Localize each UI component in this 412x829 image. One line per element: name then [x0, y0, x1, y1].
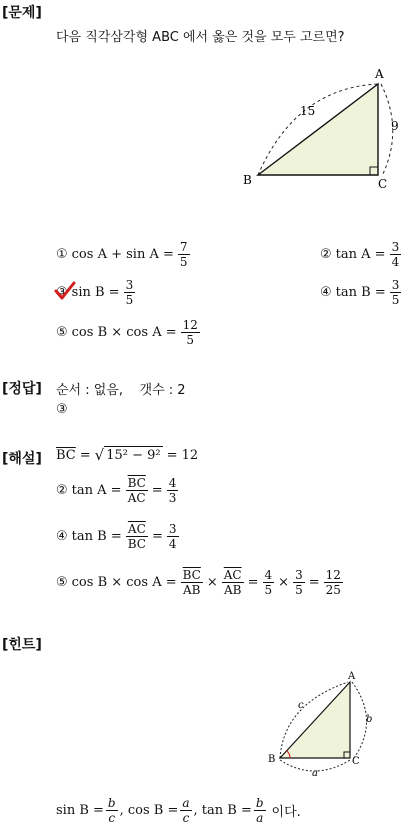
explain-4-fraction-2 — [222, 568, 244, 597]
option-3-fraction — [124, 278, 136, 307]
option-1 — [56, 240, 190, 269]
label-c: c — [298, 700, 304, 711]
answer-header: [정답] — [2, 381, 42, 397]
explain-3-lhs: tan B = — [71, 529, 122, 544]
hint-header: [힌트] — [2, 637, 42, 653]
option-3-expression: sin B = — [71, 285, 120, 300]
explain-2-fraction-2 — [167, 476, 179, 505]
denominator: AB — [222, 582, 244, 597]
equals: = — [151, 529, 163, 544]
hint-fraction-tan — [254, 796, 266, 825]
equals: = — [79, 447, 91, 463]
option-5-expression: cos B × cos A = — [71, 325, 177, 340]
option-2-number: ② — [320, 247, 332, 262]
denominator: 5 — [264, 583, 273, 597]
option-2 — [320, 240, 401, 269]
option-4-expression: tan B = — [335, 285, 386, 300]
explain-4-fraction-1 — [181, 568, 203, 597]
hint-fraction-sin — [106, 796, 118, 825]
numerator: 3 — [168, 522, 177, 536]
problem-header: [문제] — [2, 5, 42, 21]
vertex-b: B — [243, 173, 252, 187]
denominator: 5 — [181, 332, 200, 347]
denominator: AB — [181, 582, 203, 597]
explain-3-number: ④ — [56, 529, 68, 544]
denominator: 5 — [295, 583, 303, 597]
explain-2-number: ② — [56, 483, 68, 498]
explain-2-fraction-1 — [126, 476, 148, 505]
label-b: b — [366, 714, 373, 725]
label-hypotenuse: 15 — [300, 104, 316, 118]
denominator: 4 — [168, 537, 177, 551]
equals: = — [247, 575, 259, 590]
sqrt-expression — [95, 446, 163, 464]
option-3-number: ③ — [56, 285, 68, 300]
numerator: 3 — [391, 240, 400, 254]
explain-line-1 — [56, 446, 198, 464]
option-4 — [320, 278, 401, 307]
hint-tan-b: , tan B = — [193, 803, 252, 818]
explain-2-lhs: tan A = — [71, 483, 122, 498]
triangle-abc — [258, 84, 378, 175]
option-5 — [56, 318, 200, 347]
numerator: $\overline{BC}$ — [127, 476, 146, 490]
explain-3-fraction-1 — [126, 522, 148, 551]
option-1-number: ① — [56, 247, 68, 262]
checkmark-icon — [54, 281, 76, 301]
explain-3-fraction-2 — [167, 522, 179, 551]
numerator: 3 — [295, 568, 303, 582]
denominator: 3 — [168, 491, 177, 505]
label-side: 9 — [391, 119, 399, 133]
explain-4-fraction-5 — [324, 568, 343, 597]
denominator: 5 — [179, 255, 188, 269]
times: × — [278, 575, 290, 590]
numerator: 12 — [182, 318, 198, 332]
numerator: 12 — [325, 568, 341, 582]
option-4-number: ④ — [320, 285, 332, 300]
question-text: 다음 직각삼각형 ABC 에서 옳은 것을 모두 고르면? — [56, 30, 345, 45]
numerator: 7 — [179, 240, 188, 254]
numerator: b — [255, 796, 264, 810]
answer-choice: ③ — [56, 402, 68, 417]
denominator: 5 — [125, 293, 134, 307]
times: × — [206, 575, 218, 590]
hint-formula — [56, 796, 301, 825]
answer-line: 순서 : 없음, 갯수 : 2 — [56, 383, 186, 398]
segment-bc: $\overline{BC}$ — [56, 447, 76, 463]
explain-line-3 — [56, 522, 179, 551]
numerator: 3 — [125, 278, 134, 292]
vertex-b: B — [268, 754, 276, 765]
option-4-fraction — [390, 278, 402, 307]
numerator: $\overline{AC}$ — [223, 568, 242, 582]
hint-triangle-figure — [262, 664, 382, 782]
numerator: $\overline{AC}$ — [127, 522, 146, 536]
vertex-a: A — [375, 67, 384, 81]
result: = 12 — [166, 447, 199, 463]
explain-4-number: ⑤ — [56, 575, 68, 590]
option-5-fraction — [181, 318, 200, 347]
sqrt-radicand: 15² − 9² — [106, 448, 161, 463]
label-a: a — [312, 768, 318, 779]
vertex-c: C — [352, 756, 360, 767]
explain-header: [해설] — [2, 451, 42, 467]
numerator: a — [182, 796, 190, 810]
sqrt-icon: √ — [94, 446, 105, 464]
explain-4-fraction-3 — [263, 568, 275, 597]
option-2-fraction — [390, 240, 402, 269]
triangle-figure — [236, 60, 412, 195]
denominator: c — [106, 810, 118, 825]
explain-4-fraction-4 — [293, 568, 305, 597]
vertex-c: C — [378, 177, 388, 191]
option-5-number: ⑤ — [56, 325, 68, 340]
denominator: 4 — [391, 255, 400, 269]
numerator: $\overline{BC}$ — [182, 568, 201, 582]
option-2-expression: tan A = — [335, 247, 386, 262]
option-3-marker — [56, 285, 68, 300]
numerator: 3 — [391, 278, 400, 292]
numerator: 4 — [168, 476, 177, 490]
numerator: b — [107, 796, 116, 810]
denominator: c — [180, 810, 191, 825]
equals: = — [151, 483, 163, 498]
hint-sin-b: sin B = — [56, 803, 104, 818]
option-1-fraction — [178, 240, 190, 269]
denominator: a — [254, 810, 266, 825]
triangle-abc — [280, 682, 350, 758]
hint-fraction-cos — [180, 796, 191, 825]
denominator: AC — [126, 490, 148, 505]
explain-4-lhs: cos B × cos A = — [71, 575, 177, 590]
option-1-expression: cos A + sin A = — [71, 247, 174, 262]
denominator: BC — [127, 537, 146, 551]
explain-line-2 — [56, 476, 178, 505]
arc-b — [352, 682, 367, 758]
explain-line-4 — [56, 568, 343, 597]
numerator: 4 — [264, 568, 273, 582]
hint-ending: 이다. — [271, 805, 301, 820]
hint-cos-b: , cos B = — [119, 803, 179, 818]
vertex-a: A — [348, 671, 356, 682]
denominator: 25 — [325, 583, 341, 597]
equals: = — [308, 575, 320, 590]
denominator: 5 — [391, 293, 400, 307]
option-3 — [56, 278, 135, 307]
